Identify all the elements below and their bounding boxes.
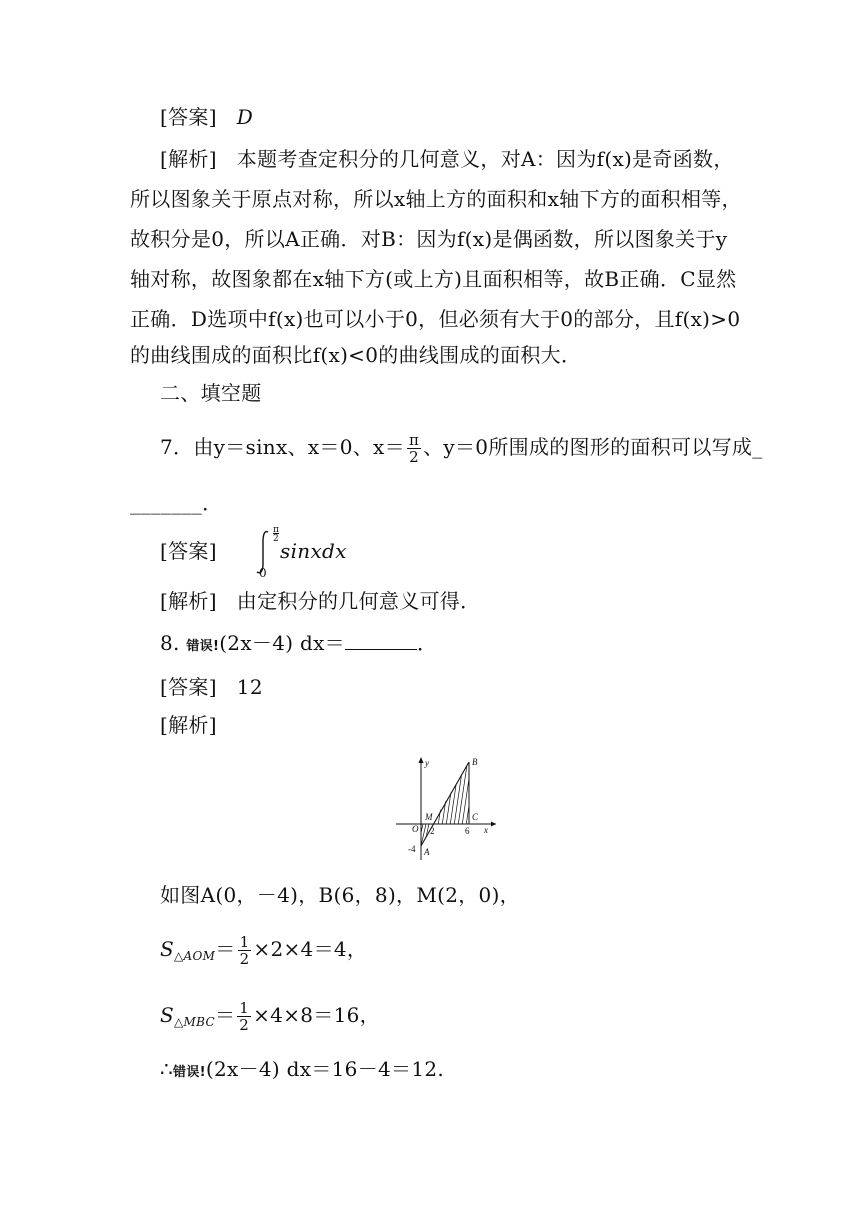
error-field: 错误!: [186, 639, 220, 654]
frac-numerator: π: [408, 431, 420, 449]
analysis6-line1: [160, 146, 734, 172]
q7-blank-line: _______．: [130, 491, 223, 515]
analysis-tag: [解析]: [160, 147, 217, 171]
hatch-triangle-mbc: [438, 758, 476, 826]
label-a: A: [424, 847, 430, 857]
figure-svg: [392, 754, 502, 864]
answer-value: 12: [236, 675, 263, 699]
frac-numerator: 1: [239, 933, 250, 951]
integrand: sinxdx: [280, 539, 347, 563]
q8-expression: (2x－4) dx＝: [219, 631, 345, 655]
half-fraction: [237, 1000, 251, 1033]
y-axis-arrow: [419, 757, 424, 763]
q7-suffix: 、y＝0所围成的图形的面积可以写成_: [423, 435, 763, 459]
error-field: 错误!: [173, 1065, 206, 1080]
frac-denominator: 2: [409, 448, 419, 466]
answer-tag: [答案]: [160, 675, 217, 699]
q8-number: 8.: [160, 631, 180, 655]
analysis6-line4: 轴对称，故图象都在x轴下方(或上方)且面积相等，故B正确．C显然: [130, 267, 737, 291]
conclusion-line: [160, 1056, 444, 1086]
frac-numerator: 1: [239, 999, 250, 1017]
question-7: [160, 432, 763, 465]
area-symbol: S: [160, 937, 175, 961]
area-symbol: S: [160, 1003, 175, 1027]
points-line: 如图A(0，－4)，B(6，8)，M(2，0)，: [160, 883, 520, 907]
conclusion-expression: (2x－4) dx＝16－4＝12.: [205, 1057, 445, 1081]
equals: ＝: [215, 937, 236, 961]
analysis-tag: [解析]: [160, 589, 217, 613]
x-axis-arrow: [491, 822, 496, 827]
answer6-line: [160, 104, 253, 130]
question-8: [160, 630, 437, 660]
half-fraction: [238, 934, 252, 967]
integral-lower-limit: 0: [259, 566, 267, 580]
analysis-text: 本题考查定积分的几何意义，对A：因为f(x)是奇函数，: [236, 147, 734, 171]
line-y-2x-4: [421, 762, 469, 846]
therefore-symbol: ∴: [160, 1057, 174, 1081]
tick-2: 2: [430, 826, 435, 836]
integral-upper-limit: π 2: [273, 525, 280, 544]
label-o: O: [412, 824, 419, 834]
answer-blank: [345, 631, 417, 650]
label-x: x: [484, 825, 488, 835]
area-subscript: △MBC: [174, 1015, 215, 1029]
label-y: y: [425, 758, 429, 768]
area-subscript: △AOM: [174, 949, 216, 963]
q7-prefix: 7．由y＝sinx、x＝0、x＝: [160, 435, 405, 459]
area-mbc-line: [160, 1000, 380, 1035]
area-aom-line: [160, 934, 367, 969]
analysis6-line5: 正确．D选项中f(x)也可以小于0，但必须有大于0的部分，且f(x)>0: [130, 307, 741, 331]
triangle-figure: [392, 754, 502, 864]
frac-denominator: 2: [239, 1016, 250, 1034]
label-c: C: [472, 812, 479, 822]
section-heading: 二、填空题: [160, 381, 262, 405]
analysis6-line2: 所以图象关于原点对称，所以x轴上方的面积和x轴下方的面积相等，: [130, 187, 742, 211]
answer7-line: [160, 525, 347, 582]
label-m: M: [425, 812, 433, 822]
pi-over-2-fraction: [407, 432, 421, 465]
analysis6-line6: 的曲线围成的面积比f(x)<0的曲线围成的面积大．: [130, 343, 582, 367]
area-expression: ×2×4＝4，: [253, 937, 368, 961]
q8-end: ．: [416, 631, 438, 655]
area-expression: ×4×8＝16，: [253, 1003, 380, 1027]
frac-denominator: 2: [239, 950, 250, 968]
answer-tag: [答案]: [160, 539, 217, 563]
label-b: B: [472, 757, 478, 767]
tick-6: 6: [465, 826, 470, 836]
answer-tag: [答案]: [160, 105, 217, 129]
analysis7-line: [160, 588, 480, 614]
analysis8-tag: [解析]: [160, 713, 217, 737]
answer8-line: [160, 674, 263, 700]
answer-value: D: [236, 105, 254, 129]
tick-neg4: -4: [408, 844, 416, 854]
analysis-text: 由定积分的几何意义可得．: [236, 589, 481, 613]
equals: ＝: [214, 1003, 236, 1027]
analysis6-line3: 故积分是0，所以A正确．对B：因为f(x)是偶函数，所以图象关于y: [130, 227, 728, 251]
